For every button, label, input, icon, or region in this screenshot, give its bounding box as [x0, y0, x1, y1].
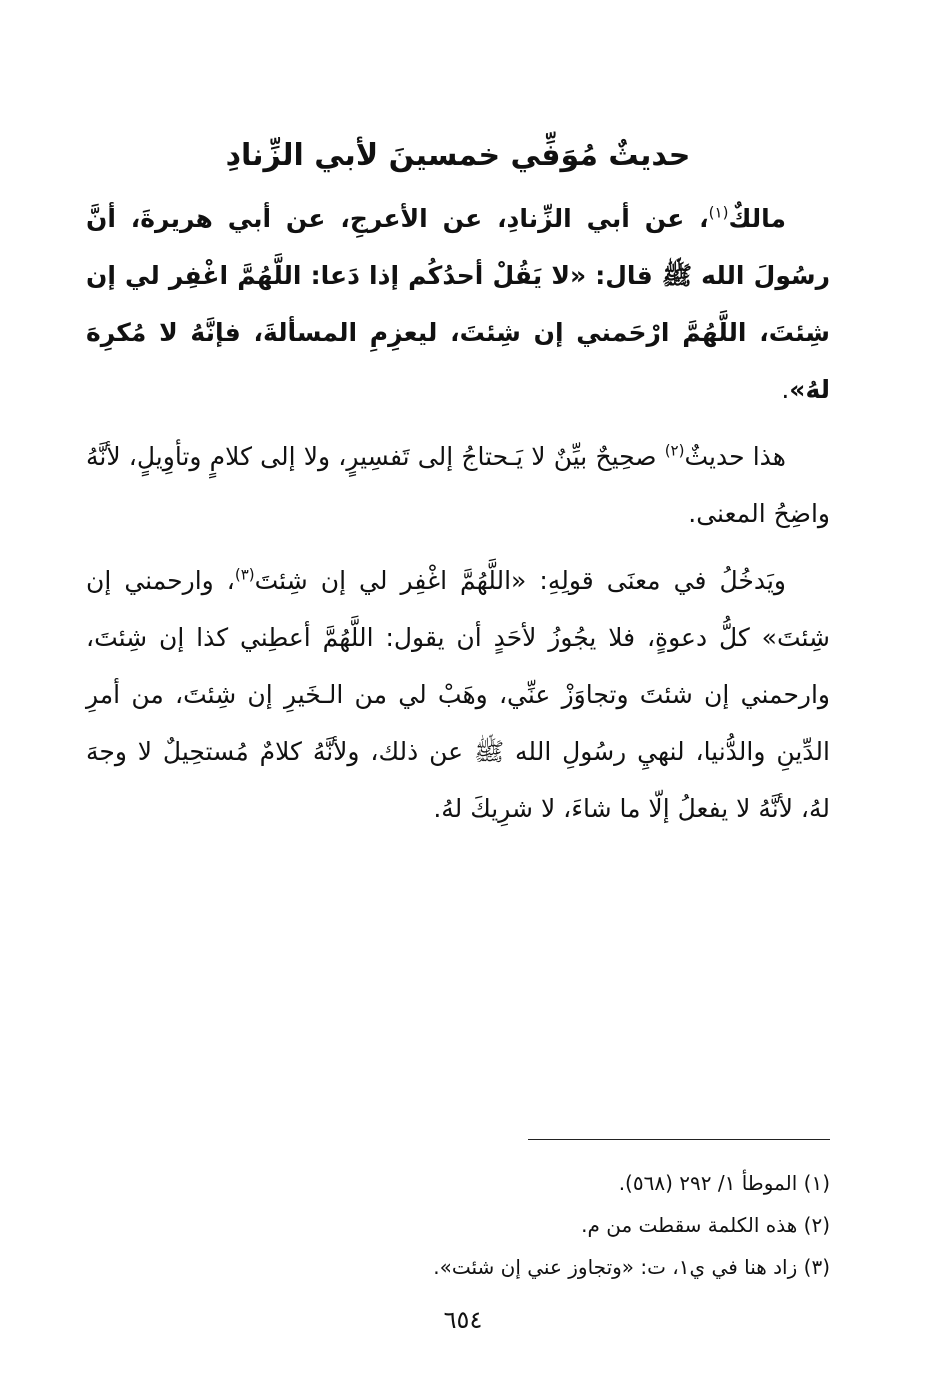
commentary-2-start: ويَدخُلُ في معنَى قولِهِ: «اللَّهُمَّ اغْفِر لي إن شِئتَ: [254, 566, 786, 595]
hadith-end: .: [781, 375, 790, 404]
paragraph-commentary-1: [86, 428, 830, 542]
page-number: ٦٥٤: [443, 1306, 483, 1334]
footnote-1: (١) الموطأ ١/ ٢٩٢ (٥٦٨).: [618, 1171, 830, 1195]
commentary-2-rest: ، وارحمني إن شِئتَ» كلُّ دعوةٍ، فلا يجُوزُ لأحَدٍ أن يقول: اللَّهُمَّ أعطِني كذا إن شِئتَ، وارحمني إن شئتَ وتجاوَزْ عنِّي، وهَبْ لي من الـخَيرِ إن شِئتَ، من أمرِ الدِّينِ والدُّنيا، لنهيِ رسُولِ الله ﷺ عن ذلك، ولأنَّهُ كلامٌ مُستحِيلٌ لا وجهَ لهُ، لأنَّهُ لا يفعلُ إلّا ما شاءَ، لا شرِيكَ لهُ.: [86, 566, 830, 823]
paragraph-hadith: [86, 190, 830, 418]
footnote-3: (٣) زاد هنا في ي١، ت: «وتجاوز عني إن شئت».: [433, 1255, 830, 1279]
footnote-2: (٢) هذه الكلمة سقطت من م.: [581, 1213, 830, 1237]
footnote-marker-1[interactable]: (١): [708, 203, 729, 222]
isnad-chain: ، عن أبي الزِّنادِ، عن الأعرجِ، عن أبي هريرةَ، أنَّ رسُولَ الله ﷺ قال:: [86, 204, 830, 290]
narrator-name: مالكٌ: [728, 204, 786, 233]
footnote-marker-2[interactable]: (٢): [664, 441, 685, 460]
hadith-text: «لا يَقُلْ أحدُكُم إذا دَعا: اللَّهُمَّ اغْفِر لي إن شِئتَ، اللَّهُمَّ ارْحَمني إن شِئتَ، ليعزِمِ المسألةَ، فإنَّهُ لا مُكرِهَ لهُ»: [86, 261, 830, 404]
footnote-marker-3[interactable]: (٣): [234, 565, 255, 584]
page-title: حديثٌ مُوَفِّي خمسينَ لأبي الزِّنادِ: [225, 138, 691, 174]
commentary-1-start: هذا حديثٌ: [684, 442, 786, 471]
commentary-1-rest: صحِيحٌ بيِّنٌ لا يَـحتاجُ إلى تَفسِيرٍ، ولا إلى كلامٍ وتأوِيلٍ، لأنَّهُ واضِحُ المعنى.: [86, 442, 830, 528]
paragraph-commentary-2: [86, 552, 830, 837]
main-text: [86, 190, 830, 847]
footnotes: [86, 1162, 830, 1288]
footnote-divider: [528, 1139, 830, 1140]
